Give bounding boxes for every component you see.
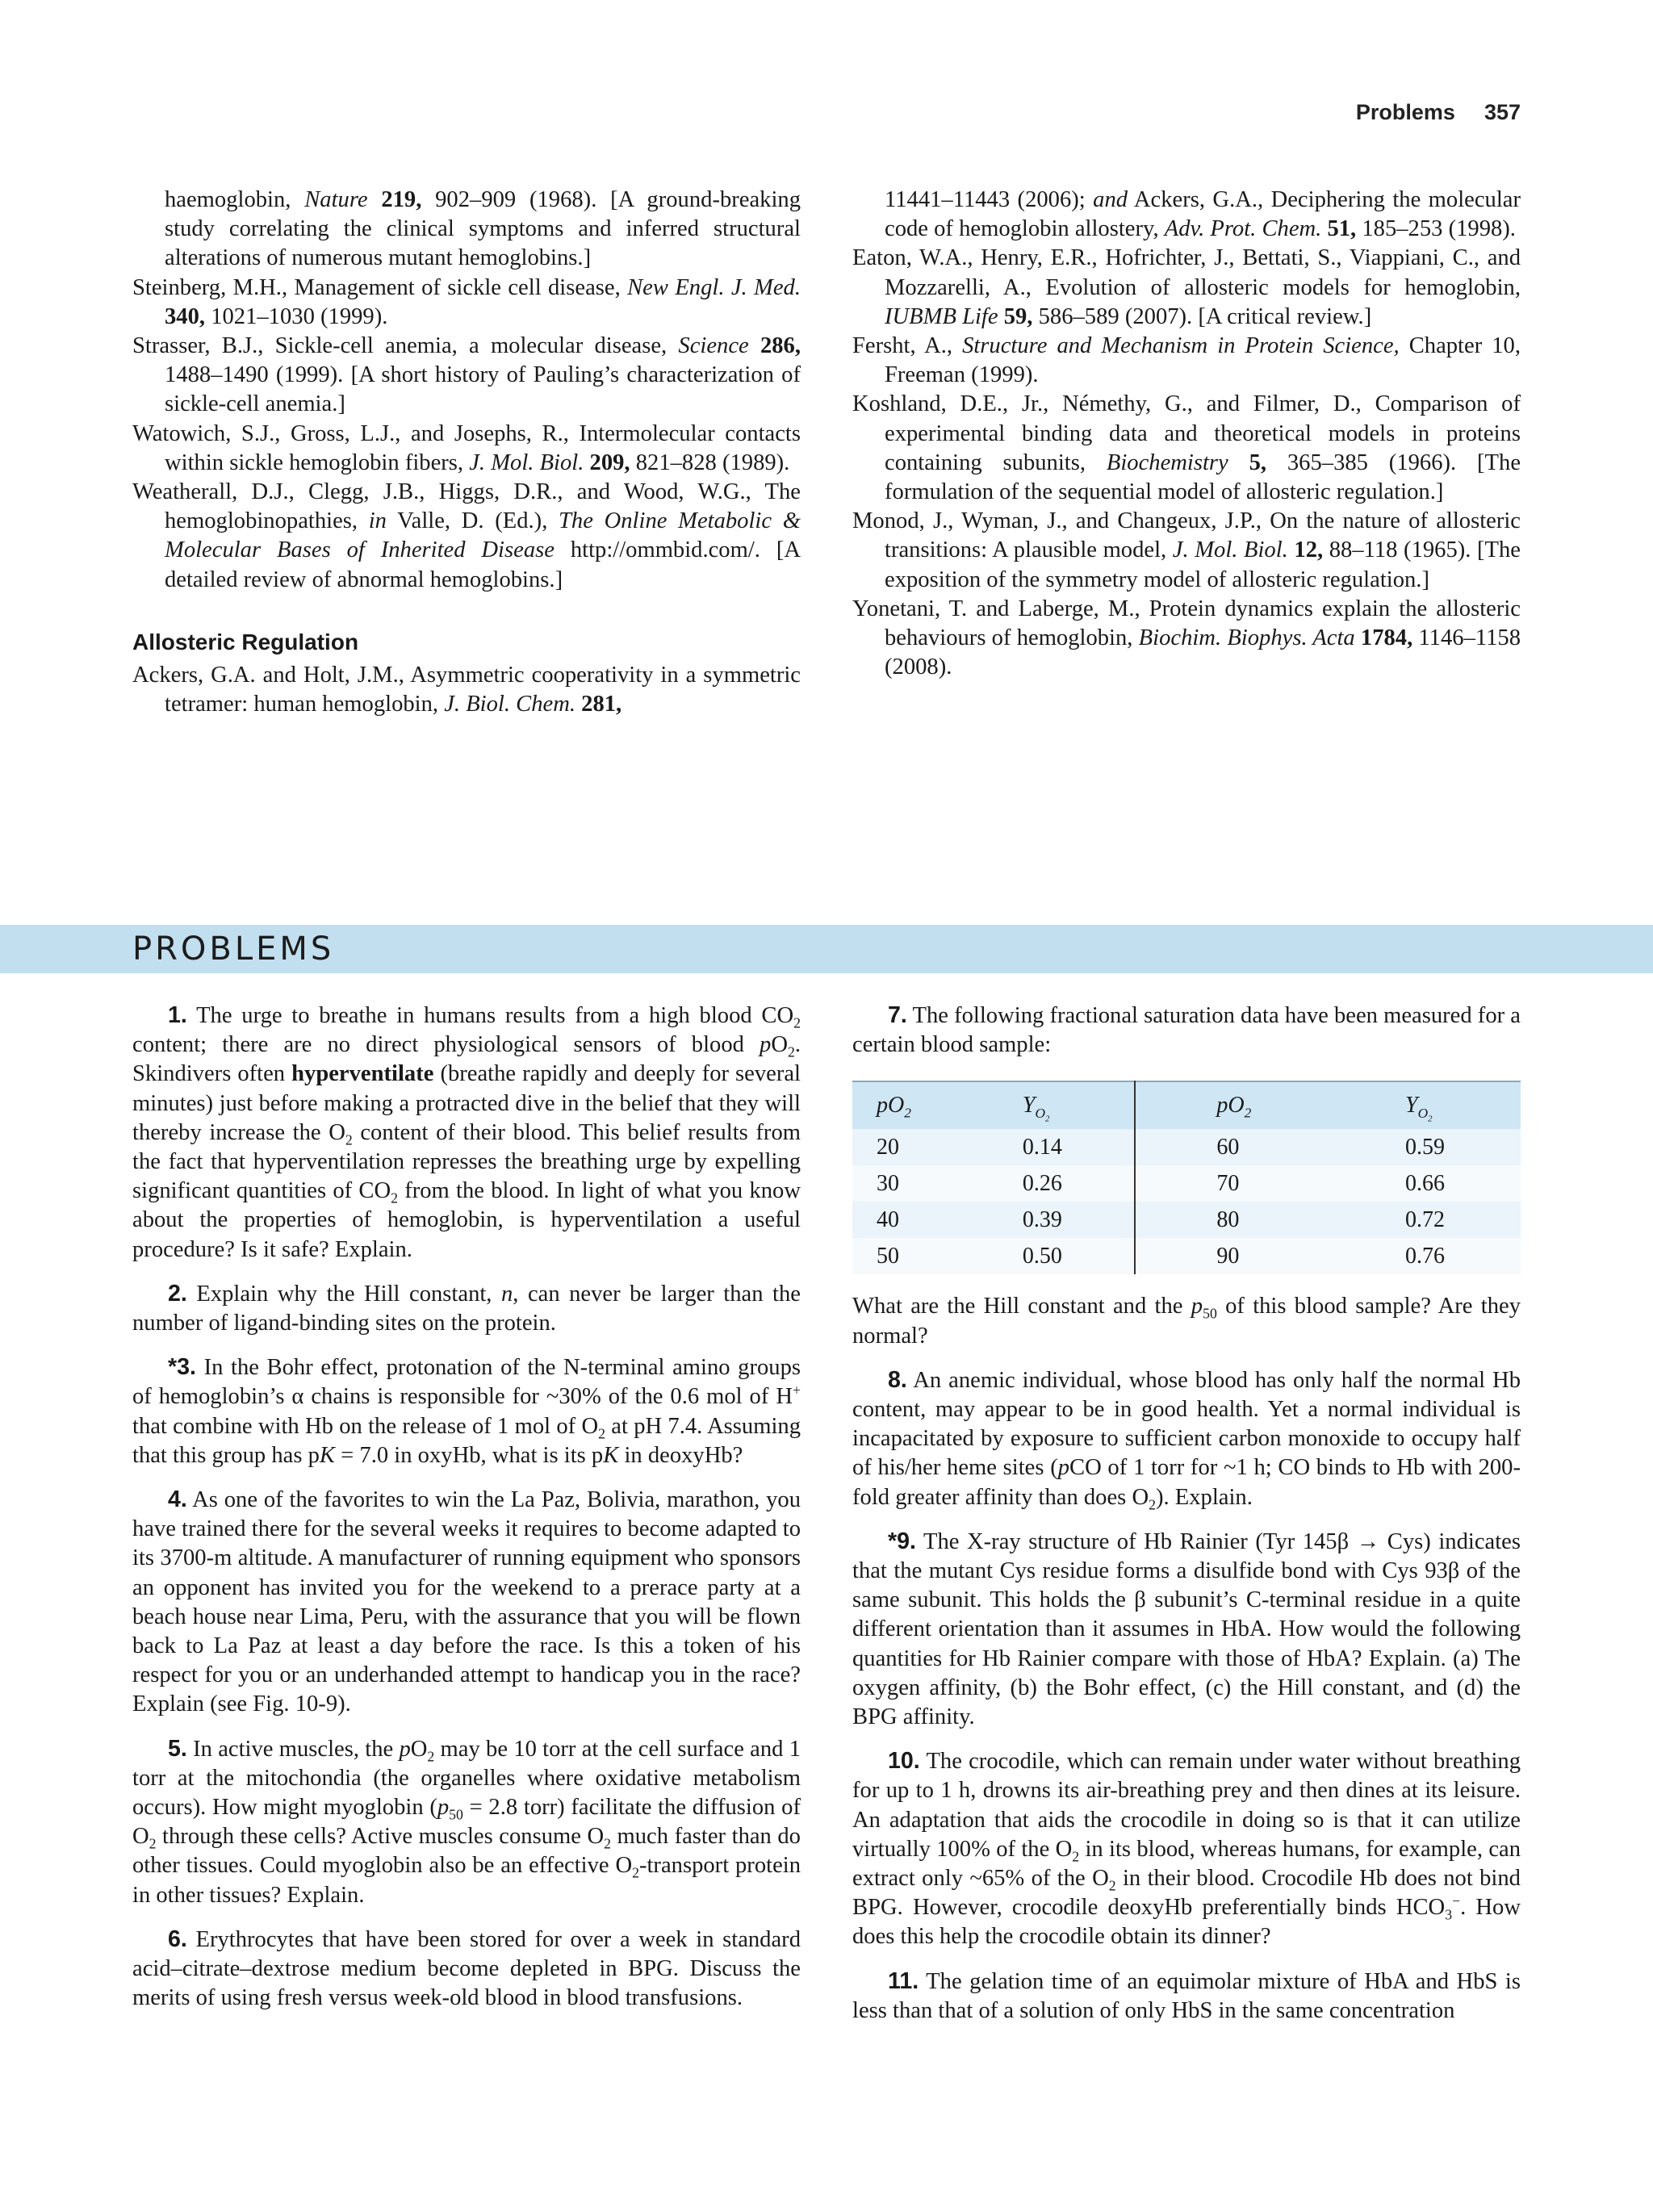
section-name: Problems <box>1355 100 1455 124</box>
table-cell: 90 <box>1135 1238 1324 1274</box>
table-row <box>852 1129 1521 1165</box>
reference-entry: Steinberg, M.H., Management of sickle cell disease, New Engl. J. Med. 340, 1021–1030 (1999). <box>132 274 801 329</box>
allosteric-regulation-heading: Allosteric Regulation <box>132 629 359 654</box>
table-row <box>852 1238 1521 1274</box>
reference-entry: Monod, J., Wyman, J., and Changeux, J.P., On the nature of allosteric transitions: A plausible model, J. Mol. Biol. 12, 88–118 (1965). [The exposition of the symmetry model of allosteric regulation.] <box>852 508 1521 592</box>
table-cell: 0.59 <box>1324 1129 1521 1165</box>
problem-1: 1. The urge to breathe in humans results from a high blood $CO_2$ content; there are no direct physiological sensors of blood $pO_2$. Skindivers often hyperventilate (breathe rapidly and deeply for several minutes) just before making a protracted dive in the belief that they will thereby increase the $O_2$ content of their blood. This belief results from the fact that hyperventilation represses the breathing urge by expelling significant quantities of $CO_2$ from the blood. In light of what you know about the properties of hemoglobin, is hyperventilation a useful procedure? Is it safe? Explain. <box>132 1002 801 1262</box>
page-number: 357 <box>1484 100 1521 124</box>
problem-6: 6. Erythrocytes that have been stored for over a week in standard acid–citrate–dextrose medium become depleted in BPG. Discuss the merits of using fresh versus week-old blood in blood transfusions. <box>132 1926 801 2011</box>
table-cell: 0.66 <box>1324 1165 1521 1202</box>
problem-8: 8. An anemic individual, whose blood has only half the normal Hb content, may appear to be in good health. Yet a normal individual is incapacitated by exposure to sufficient carbon monoxide to occupy half of his/her heme sites (pCO of 1 torr for ~1 h; CO binds to Hb with 200-fold greater affinity than does $O_2$). Explain. <box>852 1366 1521 1513</box>
reference-entry: haemoglobin, Nature 219, 902–909 (1968). [A ground-breaking study correlating the clinical symptoms and inferred structural alterations of numerous mutant hemoglobins.] <box>165 187 801 271</box>
saturation-table <box>852 1081 1521 1274</box>
problem-3: *3. In the Bohr effect, protonation of the N-terminal amino groups of hemoglobin’s α chains is responsible for ~30% of the 0.6 mol of H+ that combine with Hb on the release of 1 mol of $O_2$ at pH 7.4. Assuming that this group has pK = 7.0 in oxyHb, what is its pK in deoxyHb? <box>132 1354 801 1468</box>
problems-right-column <box>852 1001 1521 2040</box>
table-header-row <box>852 1081 1521 1129</box>
references-right-column <box>852 186 1521 682</box>
reference-entry: Eaton, W.A., Henry, E.R., Hofrichter, J., Bettati, S., Viappiani, C., and Mozzarelli, A., Evolution of allosteric models for hemoglobin, IUBMB Life 59, 586–589 (2007). [A critical review.] <box>852 245 1521 329</box>
table-cell: 50 <box>852 1238 948 1274</box>
problem-7: 7. The following fractional saturation data have been measured for a certain blood sample: <box>852 1002 1521 1058</box>
table-cell: 30 <box>852 1165 948 1202</box>
reference-entry: Strasser, B.J., Sickle-cell anemia, a molecular disease, Science 286, 1488–1490 (1999). [A short history of Pauling’s characterization of sickle-cell anemia.] <box>132 333 801 417</box>
references-left-column <box>132 186 801 719</box>
table-cell: 0.39 <box>948 1202 1136 1238</box>
table-cell: 0.14 <box>948 1129 1136 1165</box>
col-header-yo2: $Y_{O_2}$ <box>948 1081 1136 1129</box>
table-cell: 0.72 <box>1324 1202 1521 1238</box>
reference-entry: Yonetani, T. and Laberge, M., Protein dynamics explain the allosteric behaviours of hemoglobin, Biochim. Biophys. Acta 1784, 1146–1158 (2008). <box>852 596 1521 680</box>
reference-list <box>132 186 801 595</box>
table-cell: 60 <box>1135 1129 1324 1165</box>
table-cell: 20 <box>852 1129 948 1165</box>
col-header-yo2: $Y_{O_2}$ <box>1324 1081 1521 1129</box>
problems-title: PROBLEMS <box>132 930 335 968</box>
problem-9: *9. The X-ray structure of Hb Rainier (Tyr 145β → Cys) indicates that the mutant Cys residue forms a disulfide bond with Cys 93β of the same subunit. This holds the β subunit’s C-terminal residue in a quite different orientation than it assumes in HbA. How would the following quantities for Hb Rainier compare with those of HbA? Explain. (a) The oxygen affinity, (b) the Bohr effect, (c) the Hill constant, and (d) the BPG affinity. <box>852 1528 1521 1730</box>
table-cell: 0.26 <box>948 1165 1136 1202</box>
problem-10: 10. The crocodile, which can remain under water without breathing for up to 1 h, drowns its air-breathing prey and then dines at its leisure. An adaptation that aids the crocodile in doing so is that it can utilize virtually 100% of the $O_2$ in its blood, whereas humans, for example, can extract only ~65% of the $O_2$ in their blood. Crocodile Hb does not bind BPG. However, crocodile deoxyHb preferentially binds $HCO_3^-$. How does this help the crocodile obtain its dinner? <box>852 1748 1521 1950</box>
reference-entry: Fersht, A., Structure and Mechanism in Protein Science, Chapter 10, Freeman (1999). <box>852 333 1521 388</box>
reference-entry: Ackers, G.A. and Holt, J.M., Asymmetric cooperativity in a symmetric tetramer: human hemoglobin, J. Biol. Chem. 281, <box>132 662 801 717</box>
table-cell: 80 <box>1135 1202 1324 1238</box>
reference-list <box>852 186 1521 682</box>
reference-list <box>132 661 801 719</box>
table-cell: 40 <box>852 1202 948 1238</box>
col-header-po2: $pO_2$ <box>852 1081 948 1129</box>
running-header <box>1356 100 1521 125</box>
table-row <box>852 1165 1521 1202</box>
table-cell: 0.76 <box>1324 1238 1521 1274</box>
table-cell: 0.50 <box>948 1238 1136 1274</box>
table-cell: 70 <box>1135 1165 1324 1202</box>
reference-entry: Weatherall, D.J., Clegg, J.B., Higgs, D.R., and Wood, W.G., The hemoglobinopathies, in Valle, D. (Ed.), The Online Metabolic & Molecular Bases of Inherited Disease http://ommbid.com/. [A detailed review of abnormal hemoglobins.] <box>132 479 801 592</box>
reference-entry: Koshland, D.E., Jr., Némethy, G., and Filmer, D., Comparison of experimental binding data and theoretical models in proteins containing subunits, Biochemistry 5, 365–385 (1966). [The formulation of the sequential model of allosteric regulation.] <box>852 391 1521 505</box>
problem-7-question: What are the Hill constant and the $p_{50}$ of this blood sample? Are they normal? <box>852 1294 1521 1349</box>
problem-4: 4. As one of the favorites to win the La Paz, Bolivia, marathon, you have trained there for the several weeks it requires to become adapted to its 3700-m altitude. A manufacturer of running equipment who sponsors an opponent has invited you for the weekend to a prerace party at a beach house near Lima, Peru, with the assurance that you will be flown back to La Paz at least a day before the race. Is this a token of his respect for you or an underhanded attempt to handicap you in the race? Explain (see Fig. 10-9). <box>132 1487 801 1717</box>
col-header-po2: $pO_2$ <box>1135 1081 1324 1129</box>
problem-2: 2. Explain why the Hill constant, n, can never be larger than the number of ligand-binding sites on the protein. <box>132 1280 801 1336</box>
problem-5: 5. In active muscles, the $pO_2$ may be 10 torr at the cell surface and 1 torr at the mitochondia (the organelles where oxidative metabolism occurs). How might myoglobin ($p_{50} = 2.8$ torr) facilitate the diffusion of $O_2$ through these cells? Active muscles consume $O_2$ much faster than do other tissues. Could myoglobin also be an effective $O_2$-transport protein in other tissues? Explain. <box>132 1735 801 1908</box>
table-row <box>852 1202 1521 1238</box>
reference-entry: Watowich, S.J., Gross, L.J., and Josephs, R., Intermolecular contacts within sickle hemoglobin fibers, J. Mol. Biol. 209, 821–828 (1989). <box>132 420 801 475</box>
reference-entry: 11441–11443 (2006); and Ackers, G.A., Deciphering the molecular code of hemoglobin allostery, Adv. Prot. Chem. 51, 185–253 (1998). <box>885 187 1521 242</box>
problem-11: 11. The gelation time of an equimolar mixture of HbA and HbS is less than that of a solution of only HbS in the same concentration <box>852 1967 1521 2023</box>
problems-left-column <box>132 1001 801 2028</box>
